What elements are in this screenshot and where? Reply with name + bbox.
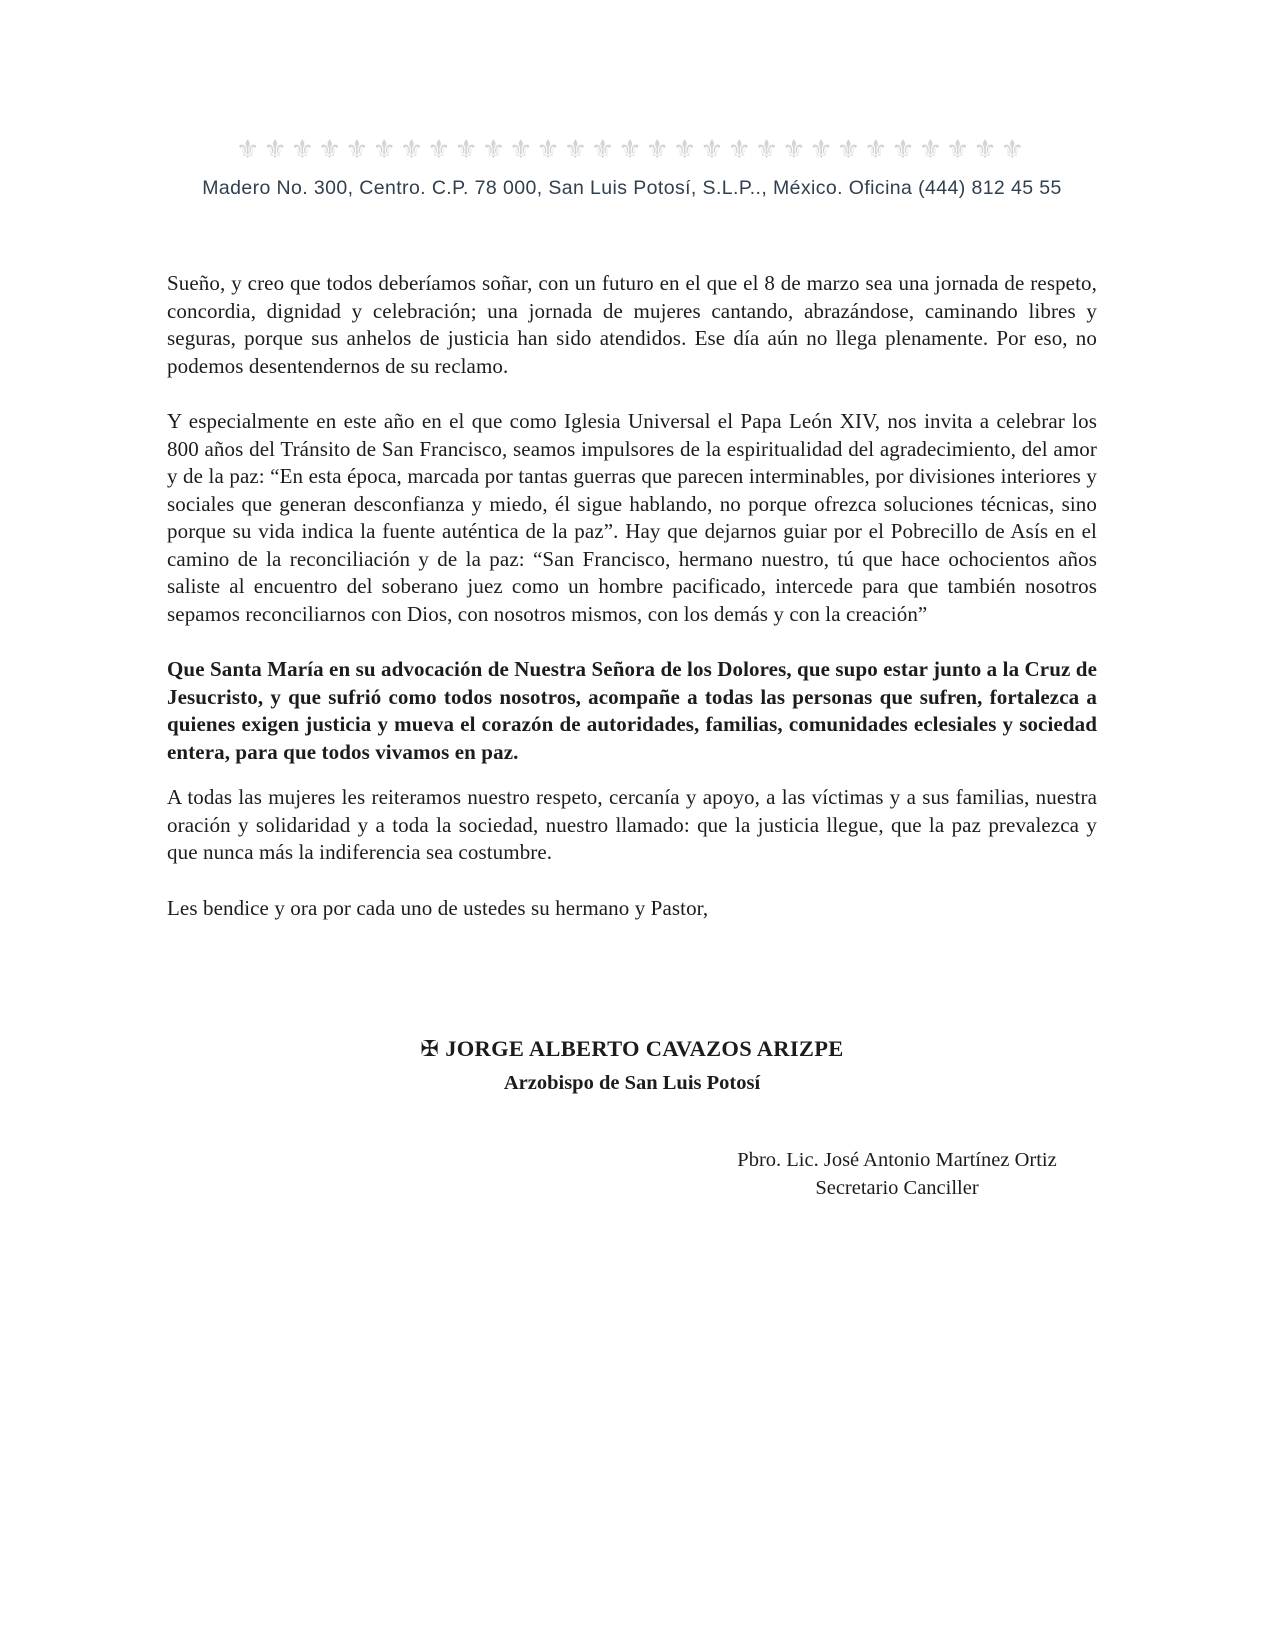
secretary-block xyxy=(697,1146,1097,1202)
letterhead-address: Madero No. 300, Centro. C.P. 78 000, San Luis Potosí, S.L.P.., México. Oficina (444) 812 45 55 xyxy=(202,177,1062,199)
secretary-title: Secretario Canciller xyxy=(815,1177,979,1199)
archbishop-title: Arzobispo de San Luis Potosí xyxy=(503,1072,761,1094)
signature-block xyxy=(167,1034,1097,1098)
paragraph-dream: Sueño, y creo que todos deberíamos soñar, con un futuro en el que el 8 de marzo sea una jornada de respeto, concordia, dignidad y celebración; una jornada de mujeres cantando, abrazándose, caminando libres y seguras, porque sus anhelos de justicia han sido atendidos. Ese día aún no llega plenamente. Por eso, no podemos desentendernos de su reclamo. xyxy=(167,271,1097,378)
episcopal-cross-icon: ✠ xyxy=(420,1037,440,1062)
archbishop-name: JORGE ALBERTO CAVAZOS ARIZPE xyxy=(445,1036,844,1061)
paragraph-san-francisco: Y especialmente en este año en el que como Iglesia Universal el Papa León XIV, nos invita a celebrar los 800 años del Tránsito de San Francisco, seamos impulsores de la espiritualidad del agradecimiento, del amor y de la paz: “En esta época, marcada por tantas guerras que parecen interminables, por divisiones interiores y sociales que generan desconfianza y miedo, él sigue hablando, no porque ofrezca soluciones técnicas, sino porque su vida indica la fuente auténtica de la paz”. Hay que dejarnos guiar por el Pobrecillo de Asís en el camino de la reconciliación y de la paz: “San Francisco, hermano nuestro, tú que hace ochocientos años saliste al encuentro del soberano juez como un hombre pacificado, intercede para que también nosotros sepamos reconciliarnos con Dios, con nosotros mismos, con los demás y con la creación” xyxy=(167,409,1097,626)
letter-body xyxy=(167,270,1097,922)
letterhead xyxy=(167,132,1097,200)
paragraph-santa-maria-bold: Que Santa María en su advocación de Nuestra Señora de los Dolores, que supo estar junto a la Cruz de Jesucristo, y que sufrió como todos nosotros, acompañe a todas las personas que sufren, fortalezca a quienes exigen justicia y mueva el corazón de autoridades, familias, comunidades eclesiales y sociedad entera, para que todos vivamos en paz. xyxy=(167,657,1097,764)
secretary-name: Pbro. Lic. José Antonio Martínez Ortiz xyxy=(737,1149,1057,1171)
paragraph-blessing: Les bendice y ora por cada uno de ustedes su hermano y Pastor, xyxy=(167,895,709,920)
paragraph-mujeres: A todas las mujeres les reiteramos nuestro respeto, cercanía y apoyo, a las víctimas y a sus familias, nuestra oración y solidaridad y a toda la sociedad, nuestro llamado: que la justicia llegue, que la paz prevalezca y que nunca más la indiferencia sea costumbre. xyxy=(167,785,1097,864)
signature-name-line xyxy=(167,1034,1097,1065)
fleur-de-lis-ornament-row: ⚜⚜⚜⚜⚜⚜⚜⚜⚜⚜⚜⚜⚜⚜⚜⚜⚜⚜⚜⚜⚜⚜⚜⚜⚜⚜⚜⚜⚜ xyxy=(236,135,1028,165)
